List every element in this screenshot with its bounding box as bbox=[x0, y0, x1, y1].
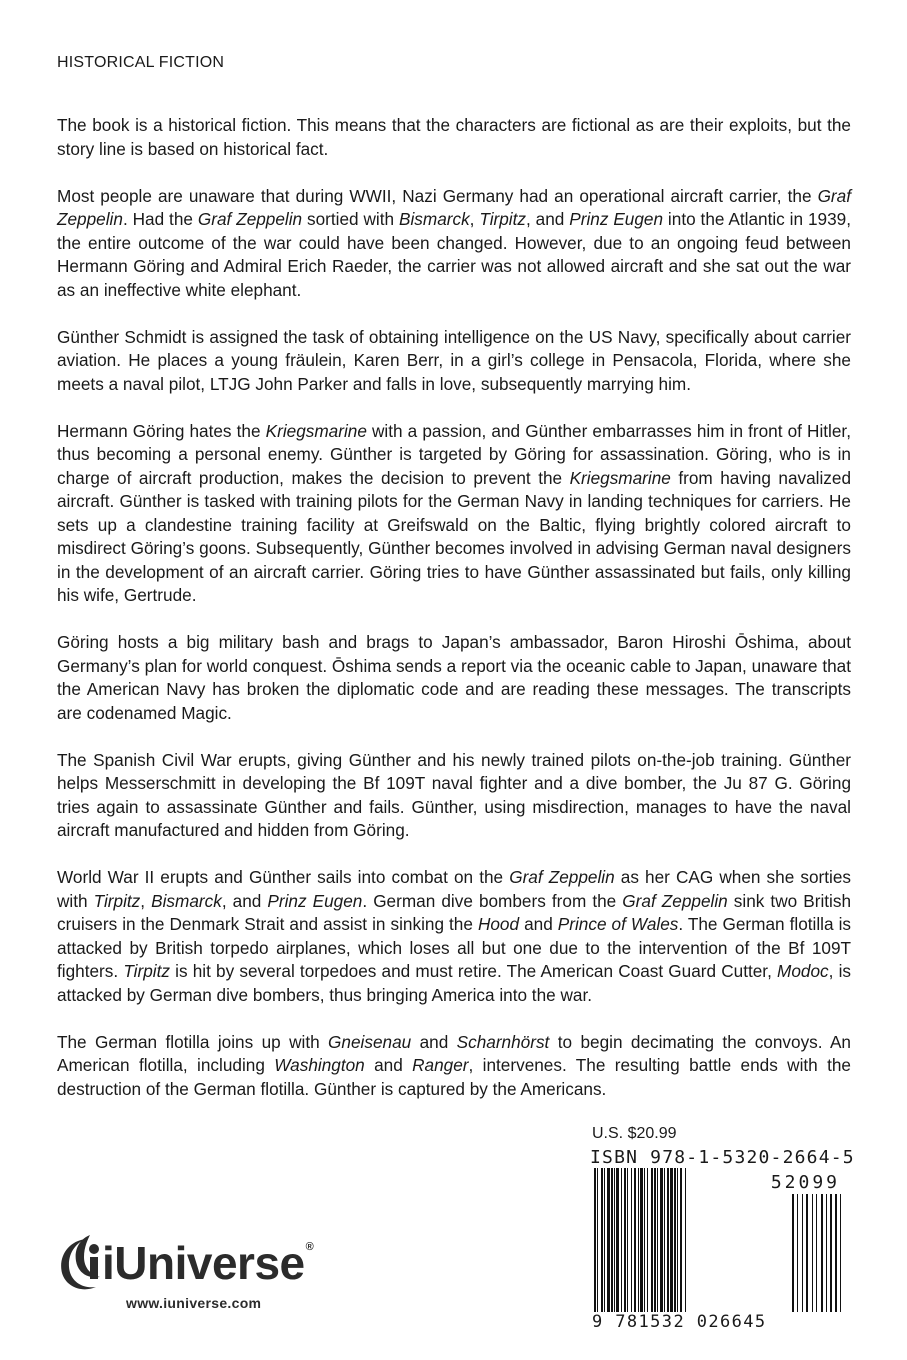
paragraph-2: Most people are unaware that during WWII, Nazi Germany had an operational aircraft carrier, the Graf Zeppelin. Had the Graf Zeppelin sortied with Bismarck, Tirpitz, and Prinz Eugen into the Atlantic in 1939, the entire outcome of the war could have been changed. However, due to an ongoing feud between Hermann Göring and Admiral Erich Raeder, the carrier was not allowed aircraft and she sat out the war as an ineffective white elephant. bbox=[57, 185, 851, 300]
price-label: U.S. $20.99 bbox=[592, 1125, 677, 1142]
paragraph-1: The book is a historical fiction. This means that the characters are fictional as are their exploits, but the story line is based on historical fact. bbox=[57, 115, 851, 159]
barcode-bar bbox=[607, 1168, 610, 1318]
barcode-bar bbox=[611, 1168, 613, 1318]
book-description bbox=[57, 114, 851, 1101]
barcode-addon-bar bbox=[816, 1194, 817, 1318]
paragraph-6: The Spanish Civil War erupts, giving Günther and his newly trained pilots on-the-job training. Günther helps Messerschmitt in developing the Bf 109T naval fighter and a dive bomber, the Ju 87 G. Göring tries again to assassinate Günther and fails. Günther, using misdirection, manages to have the naval aircraft manufactured and hidden from Göring. bbox=[57, 749, 851, 840]
barcode-addon-bar bbox=[830, 1194, 832, 1318]
barcode-bar bbox=[647, 1168, 648, 1318]
barcode-addon-digits: 52099 bbox=[770, 1172, 840, 1193]
barcode-bar bbox=[638, 1168, 639, 1318]
barcode-bar bbox=[654, 1168, 656, 1318]
publisher-name: iUniverse® bbox=[102, 1237, 314, 1289]
barcode-bar bbox=[651, 1168, 653, 1318]
barcode-addon-bar bbox=[802, 1194, 803, 1318]
barcode-addon-bar bbox=[840, 1194, 841, 1318]
barcode-bar bbox=[660, 1168, 663, 1318]
barcode-bar bbox=[685, 1168, 686, 1318]
barcode-bar bbox=[614, 1168, 615, 1318]
paragraph-4: Hermann Göring hates the Kriegsmarine with a passion, and Günther embarrasses him in front of Hitler, thus becoming a personal enemy. Günther is targeted by Göring for assassination. Göring, who is in charge of aircraft production, makes the decision to prevent the Kriegsmarine from having navalized aircraft. Günther is tasked with training pilots for the German Navy in landing techniques for carriers. He sets up a clandestine training facility at Greifswald on the Baltic, flying brightly colored aircraft to misdirect Göring’s goons. Subsequently, Günther becomes involved in advising German naval designers in the development of an aircraft carrier. Göring tries to have Günther assassinated but fails, only killing his wife, Gertrude. bbox=[57, 420, 852, 605]
barcode-addon-bar bbox=[797, 1194, 798, 1318]
barcode-bar bbox=[644, 1168, 645, 1318]
paragraph-8: The German flotilla joins up with Gneisenau and Scharnhörst to begin decimating the convoys. An American flotilla, including Washington and Ranger, intervenes. The resulting battle ends with the destruction of the German flotilla. Günther is captured by the Americans. bbox=[57, 1031, 851, 1099]
barcode-addon-bar bbox=[821, 1194, 823, 1318]
paragraph-3: Günther Schmidt is assigned the task of obtaining intelligence on the US Navy, specifically about carrier aviation. He places a young fräulein, Karen Berr, in a girl’s college in Pensacola, Florida, where she meets a naval pilot, LTJG John Parker and falls in love, subsequently marrying him. bbox=[57, 326, 851, 394]
barcode-addon-bar bbox=[835, 1194, 837, 1318]
barcode-bar bbox=[601, 1168, 603, 1318]
paragraph-5: Göring hosts a big military bash and brags to Japan’s ambassador, Baron Hiroshi Ōshima, about Germany’s plan for world conquest. Ōshima sends a report via the oceanic cable to Japan, unaware that the American Navy has broken the diplomatic code and are reading these messages. The transcripts are codenamed Magic. bbox=[57, 632, 851, 723]
barcode-addon-bar bbox=[826, 1194, 827, 1318]
barcode-bar bbox=[664, 1168, 665, 1318]
barcode-addon-bar bbox=[806, 1194, 808, 1318]
barcode-bar bbox=[680, 1168, 682, 1318]
barcode-digits: 9 781532 026645 bbox=[588, 1312, 856, 1332]
barcode-bar bbox=[624, 1168, 626, 1318]
barcode-bar bbox=[621, 1168, 622, 1318]
barcode-bar bbox=[657, 1168, 658, 1318]
publisher-logo bbox=[56, 1233, 313, 1311]
barcode-bar bbox=[627, 1168, 628, 1318]
barcode-bar bbox=[604, 1168, 605, 1318]
barcode-bar bbox=[594, 1168, 596, 1318]
paragraph-7: World War II erupts and Günther sails into combat on the Graf Zeppelin as her CAG when she sorties with Tirpitz, Bismarck, and Prinz Eugen. German dive bombers from the Graf Zeppelin sink two British cruisers in the Denmark Strait and assist in sinking the Hood and Prince of Wales. The German flotilla is attacked by British torpedo airplanes, which loses all but one due to the intervention of the Bf 109T fighters. Tirpitz is hit by several torpedoes and must retire. The American Coast Guard Cutter, Modoc, is attacked by German dive bombers, thus bringing America into the war. bbox=[57, 867, 852, 1005]
barcode-bar bbox=[677, 1168, 678, 1318]
barcode-addon-bar bbox=[792, 1194, 794, 1318]
barcode-addon-bar bbox=[812, 1194, 813, 1318]
genre-label: HISTORICAL FICTION bbox=[57, 54, 225, 71]
barcode-bar bbox=[616, 1168, 619, 1318]
publisher-url: www.iuniverse.com bbox=[126, 1295, 262, 1311]
barcode-bar bbox=[640, 1168, 643, 1318]
barcode-bar bbox=[674, 1168, 676, 1318]
barcode-bar bbox=[670, 1168, 673, 1318]
barcode-bar bbox=[667, 1168, 669, 1318]
barcode-bar bbox=[631, 1168, 632, 1318]
barcode-bar bbox=[597, 1168, 598, 1318]
isbn-label: ISBN 978-1-5320-2664-5 bbox=[590, 1147, 855, 1168]
barcode bbox=[588, 1168, 852, 1332]
barcode-bar bbox=[634, 1168, 636, 1318]
